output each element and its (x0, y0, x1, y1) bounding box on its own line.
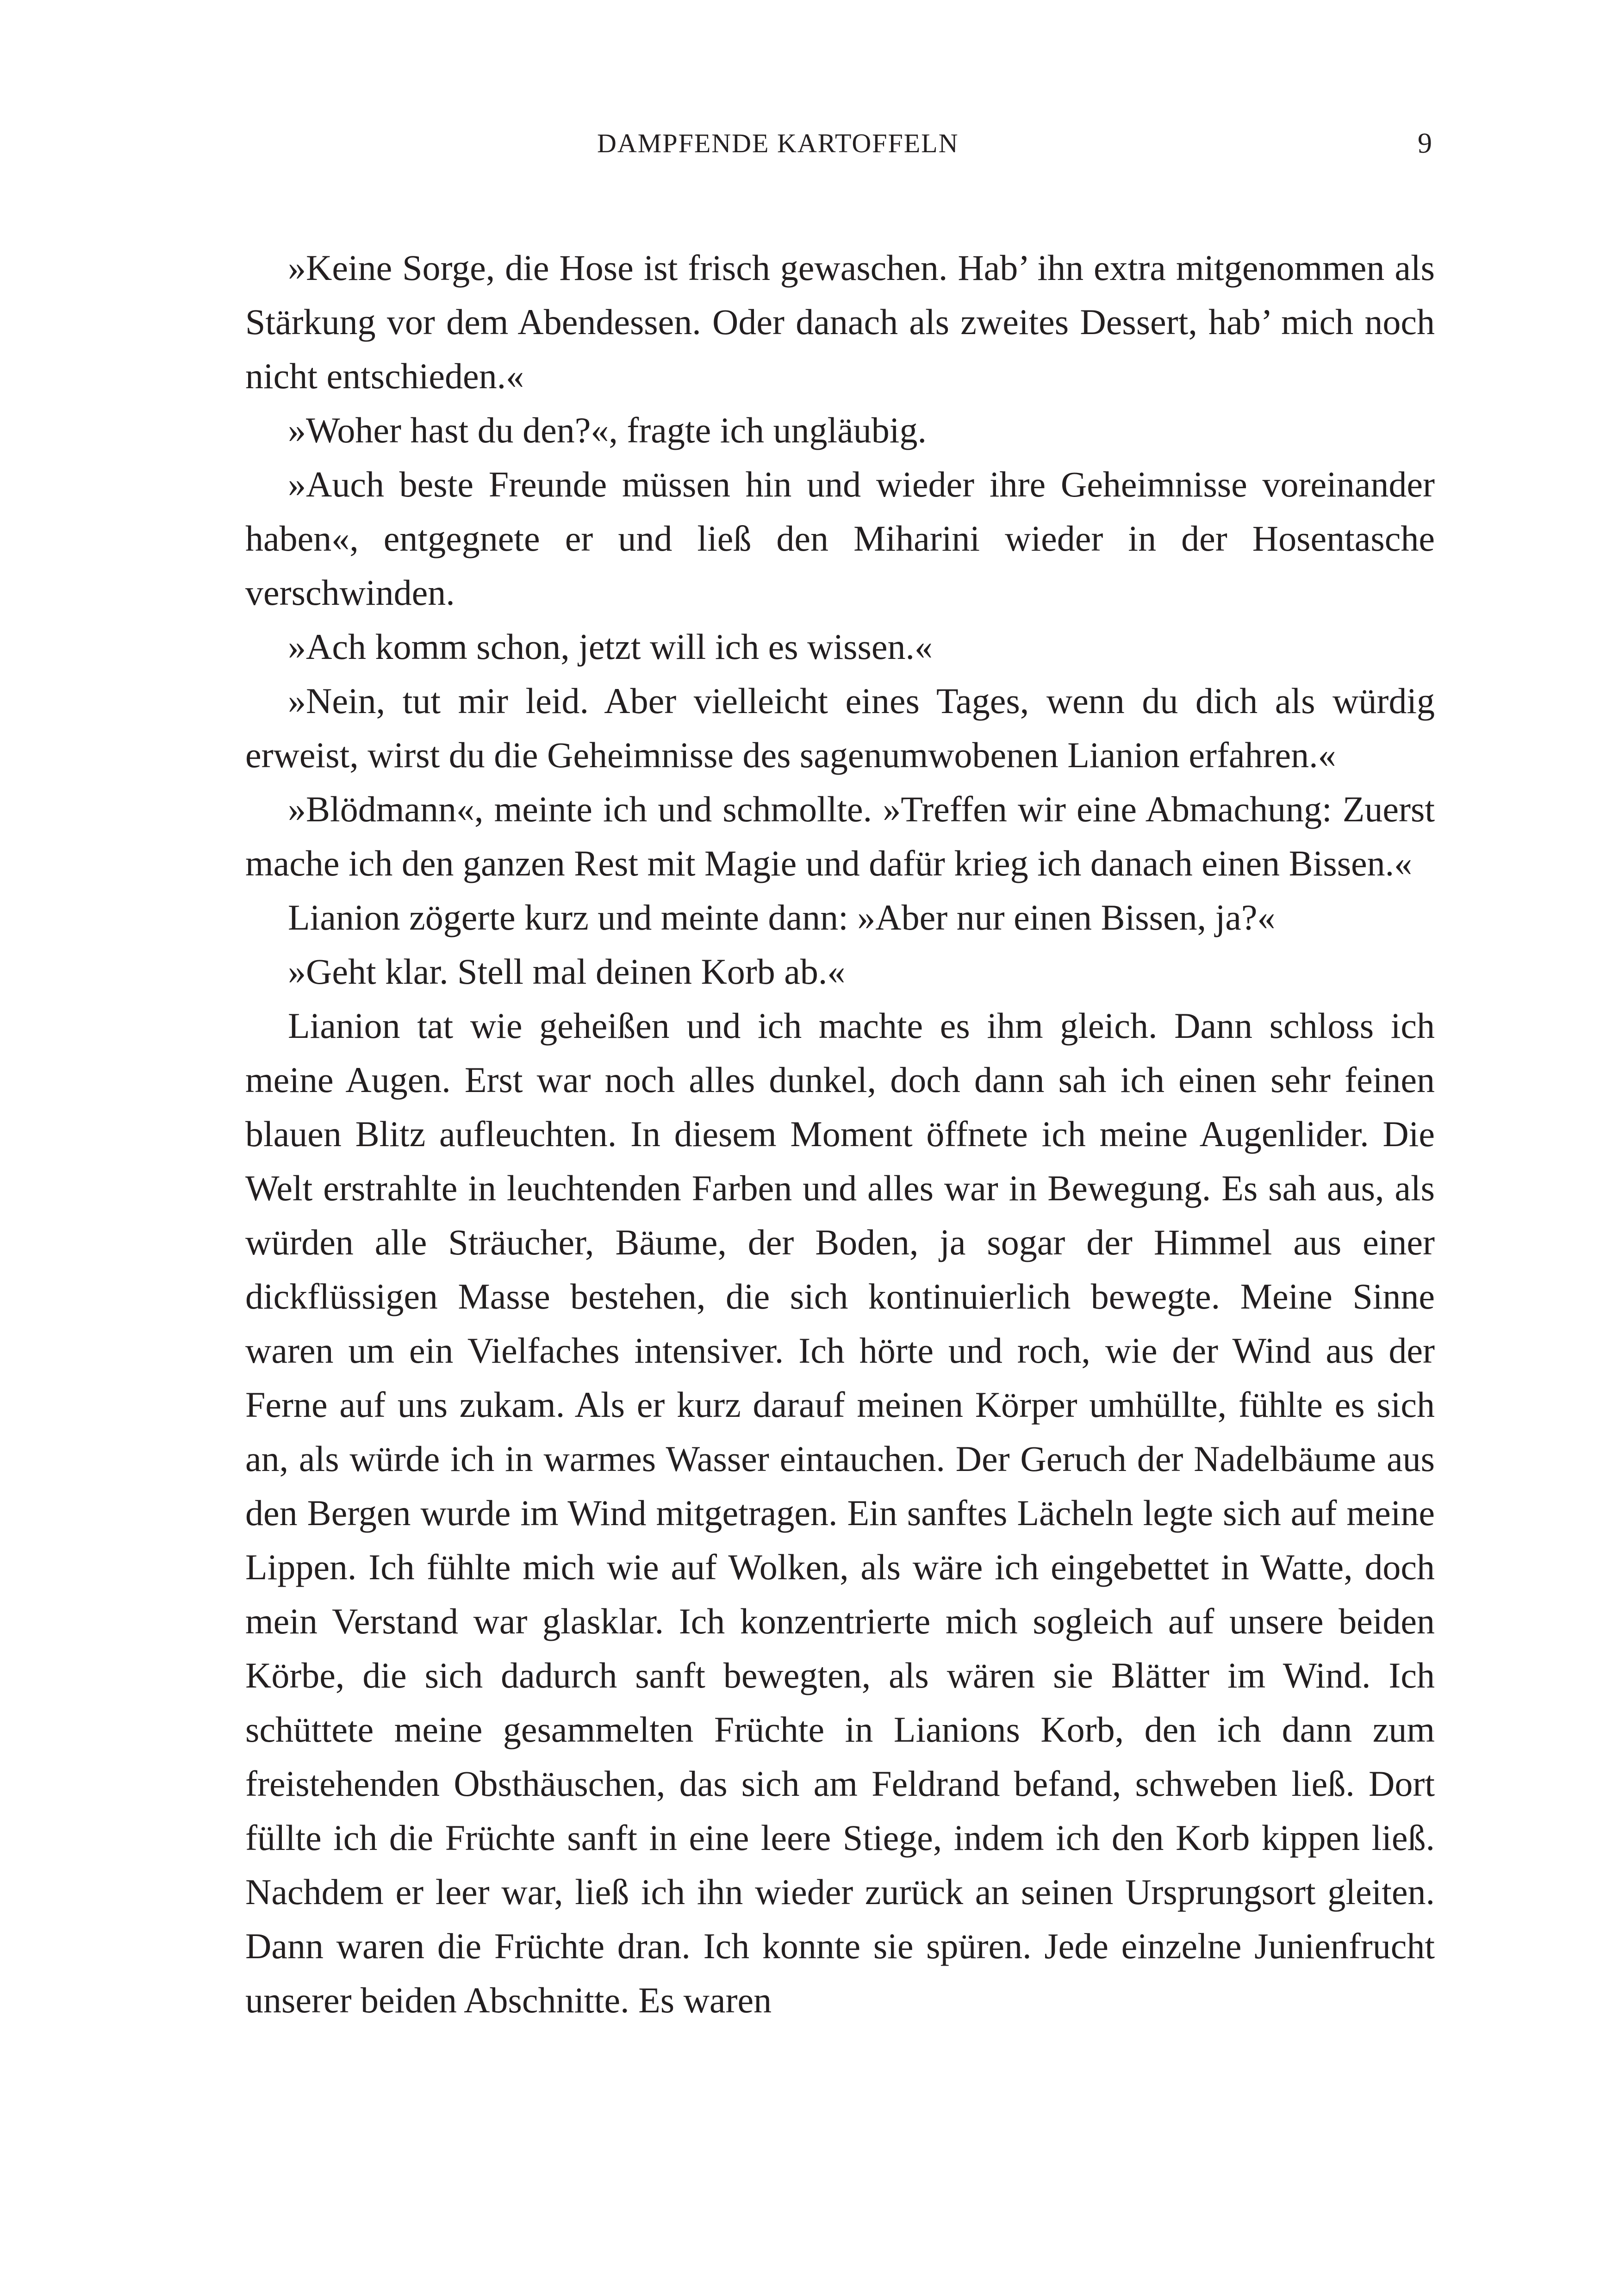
paragraph: Lianion zögerte kurz und meinte dann: »Aber nur einen Bissen, ja?« (288, 897, 1276, 937)
body-text (245, 241, 1435, 2027)
paragraph: »Auch beste Freunde müssen hin und wieder ihre Geheimnisse voreinander haben«, entgegnete er und ließ den Miharini wieder in der Hosentasche verschwinden. (245, 464, 1435, 613)
page-number: 9 (1418, 128, 1432, 159)
paragraph: »Blödmann«, meinte ich und schmollte. »Treffen wir eine Abmachung: Zuerst mache ich den ganzen Rest mit Magie und dafür krieg ich danach einen Bissen.« (245, 789, 1435, 883)
paragraph: »Keine Sorge, die Hose ist frisch gewaschen. Hab’ ihn extra mitgenommen als Stärkung vor dem Abendessen. Oder danach als zweites Dessert, hab’ mich noch nicht entschieden.« (245, 248, 1435, 396)
paragraph: »Geht klar. Stell mal deinen Korb ab.« (288, 951, 846, 992)
paragraph: »Nein, tut mir leid. Aber vielleicht eines Tages, wenn du dich als würdig erweist, wirst du die Geheimnisse des sagenumwobenen Lianion erfahren.« (245, 681, 1435, 775)
paragraph: Lianion tat wie geheißen und ich machte es ihm gleich. Dann schloss ich meine Augen. Erst war noch alles dunkel, doch dann sah ich einen sehr feinen blauen Blitz aufleuchten. In diesem Moment öffnete ich meine Augenlider. Die Welt erstrahlte in leuchtenden Farben und alles war in Bewegung. Es sah aus, als würden alle Sträucher, Bäume, der Boden, ja sogar der Himmel aus einer dickflüssigen Masse bestehen, die sich kontinuierlich bewegte. Meine Sinne waren um ein Vielfaches intensiver. Ich hörte und roch, wie der Wind aus der Ferne auf uns zukam. Als er kurz darauf meinen Körper umhüllte, fühlte es sich an, als würde ich in warmes Wasser eintauchen. Der Geruch der Nadelbäume aus den Bergen wurde im Wind mitgetragen. Ein sanftes Lächeln legte sich auf meine Lippen. Ich fühlte mich wie auf Wolken, als wäre ich eingebettet in Watte, doch mein Verstand war glasklar. Ich konzentrierte mich sogleich auf unsere beiden Körbe, die sich dadurch sanft bewegten, als wären sie Blätter im Wind. Ich schüttete meine gesammelten Früchte in Lianions Korb, den ich dann zum freistehenden Obsthäuschen, das sich am Feldrand befand, schweben ließ. Dort füllte ich die Früchte sanft in eine leere Stiege, indem ich den Korb kippen ließ. Nachdem er leer war, ließ ich ihn wieder zurück an seinen Ursprungsort gleiten. Dann waren die Früchte dran. Ich konnte sie spüren. Jede einzelne Junienfrucht unserer beiden Abschnitte. Es waren (245, 1005, 1435, 2020)
running-title: DAMPFENDE KARTOFFELN (597, 128, 959, 158)
paragraph: »Woher hast du den?«, fragte ich ungläubig. (288, 410, 927, 450)
paragraph: »Ach komm schon, jetzt will ich es wissen.« (288, 627, 933, 667)
running-head (0, 125, 1619, 162)
